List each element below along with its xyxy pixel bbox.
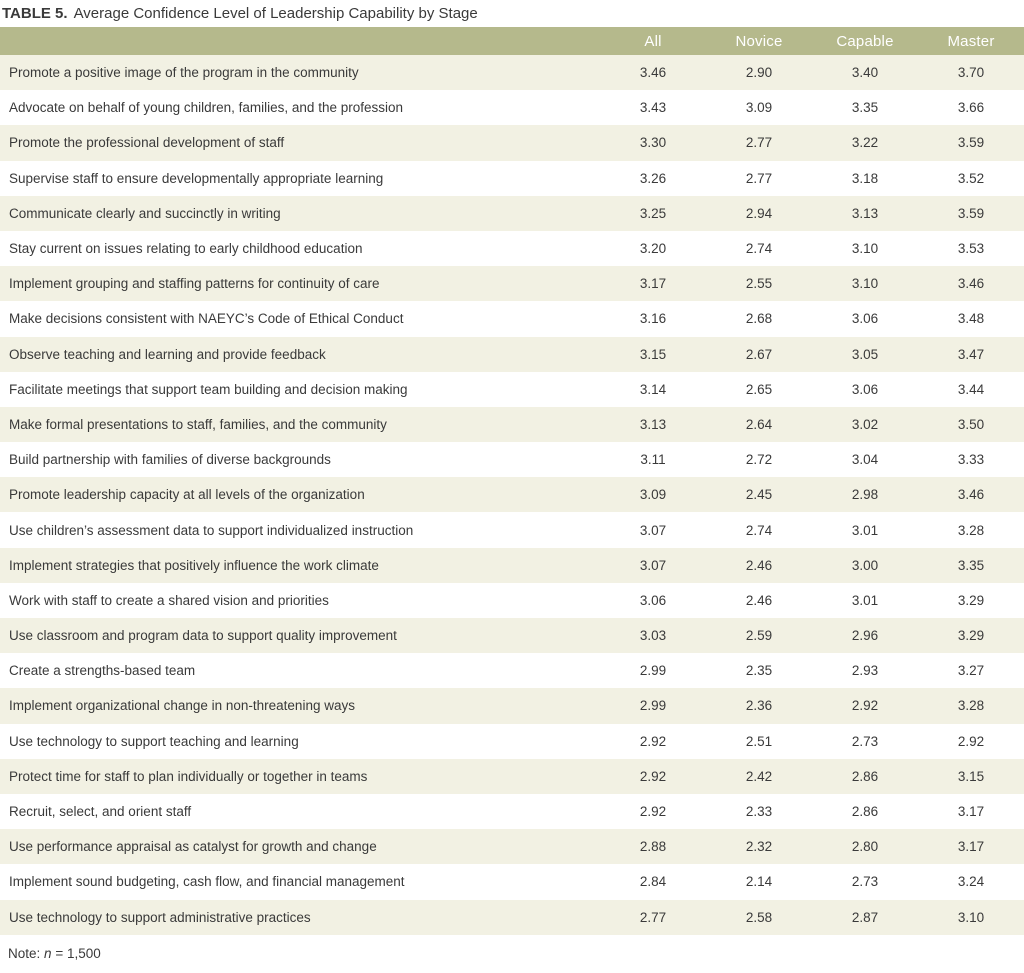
master-value: 3.70: [957, 65, 985, 81]
capability-cell: Implement sound budgeting, cash flow, and financial management: [9, 874, 405, 890]
confidence-table: [0, 27, 1024, 935]
capable-value: 3.01: [851, 522, 879, 538]
header-capable: Capable: [836, 32, 894, 50]
capability-cell: Recruit, select, and orient staff: [9, 804, 192, 820]
all-value: 3.03: [639, 628, 667, 644]
capable-value: 2.96: [851, 628, 879, 644]
table-row: [0, 372, 1024, 407]
capability-cell: Implement organizational change in non-threatening ways: [9, 698, 355, 714]
all-value: 3.20: [639, 241, 667, 257]
master-value: 3.29: [957, 592, 985, 608]
capability-cell: Make decisions consistent with NAEYC’s Code of Ethical Conduct: [9, 311, 404, 327]
table-number: TABLE 5.: [2, 5, 68, 22]
all-value: 3.15: [639, 346, 667, 362]
table-row: [0, 512, 1024, 547]
novice-value: 2.67: [745, 346, 773, 362]
capability-cell: Build partnership with families of diverse backgrounds: [9, 452, 331, 468]
table-row: [0, 301, 1024, 336]
capable-value: 3.10: [851, 276, 879, 292]
table-body: [0, 55, 1024, 935]
table-row: [0, 55, 1024, 90]
master-value: 3.47: [957, 346, 985, 362]
novice-value: 2.58: [745, 909, 773, 925]
capability-cell: Implement strategies that positively influence the work climate: [9, 557, 379, 573]
master-value: 3.66: [957, 100, 985, 116]
capable-value: 2.86: [851, 804, 879, 820]
table-row: [0, 231, 1024, 266]
capability-cell: Communicate clearly and succinctly in writing: [9, 205, 281, 221]
table-row: [0, 161, 1024, 196]
capability-cell: Use classroom and program data to support quality improvement: [9, 628, 397, 644]
master-value: 3.35: [957, 557, 985, 573]
capable-value: 2.80: [851, 839, 879, 855]
master-value: 3.46: [957, 487, 985, 503]
master-value: 3.15: [957, 768, 985, 784]
table-row: [0, 724, 1024, 759]
novice-value: 2.64: [745, 416, 773, 432]
capable-value: 3.22: [851, 135, 879, 151]
master-value: 3.50: [957, 416, 985, 432]
novice-value: 2.46: [745, 557, 773, 573]
novice-value: 2.14: [745, 874, 773, 890]
capability-cell: Use technology to support administrative practices: [9, 909, 311, 925]
master-value: 3.27: [957, 663, 985, 679]
all-value: 3.30: [639, 135, 667, 151]
master-value: 3.29: [957, 628, 985, 644]
all-value: 2.92: [639, 733, 667, 749]
capability-cell: Observe teaching and learning and provide feedback: [9, 346, 326, 362]
all-value: 3.16: [639, 311, 667, 327]
header-row: [0, 27, 1024, 55]
all-value: 3.07: [639, 557, 667, 573]
capability-cell: Use children’s assessment data to support individualized instruction: [9, 522, 414, 538]
table-note: [8, 946, 101, 961]
capability-cell: Implement grouping and staffing patterns for continuity of care: [9, 276, 380, 292]
master-value: 2.92: [957, 733, 985, 749]
capable-value: 3.01: [851, 592, 879, 608]
capable-value: 2.73: [851, 874, 879, 890]
capability-cell: Make formal presentations to staff, families, and the community: [9, 416, 387, 432]
novice-value: 2.35: [745, 663, 773, 679]
capability-cell: Promote leadership capacity at all levels of the organization: [9, 487, 365, 503]
novice-value: 2.55: [745, 276, 773, 292]
table-row: [0, 759, 1024, 794]
novice-value: 2.46: [745, 592, 773, 608]
novice-value: 2.36: [745, 698, 773, 714]
all-value: 3.25: [639, 205, 667, 221]
all-value: 3.13: [639, 416, 667, 432]
novice-value: 2.51: [745, 733, 773, 749]
master-value: 3.44: [957, 381, 985, 397]
table-row: [0, 90, 1024, 125]
table-row: [0, 583, 1024, 618]
master-value: 3.53: [957, 241, 985, 257]
table-row: [0, 900, 1024, 935]
all-value: 3.07: [639, 522, 667, 538]
all-value: 2.84: [639, 874, 667, 890]
novice-value: 2.74: [745, 241, 773, 257]
capable-value: 3.05: [851, 346, 879, 362]
novice-value: 2.72: [745, 452, 773, 468]
table-row: [0, 125, 1024, 160]
capable-value: 3.06: [851, 381, 879, 397]
all-value: 2.92: [639, 768, 667, 784]
capable-value: 3.10: [851, 241, 879, 257]
novice-value: 2.77: [745, 135, 773, 151]
all-value: 2.99: [639, 698, 667, 714]
novice-value: 2.90: [745, 65, 773, 81]
all-value: 2.99: [639, 663, 667, 679]
table-row: [0, 442, 1024, 477]
capable-value: 3.35: [851, 100, 879, 116]
capability-cell: Promote a positive image of the program in the community: [9, 65, 359, 81]
capable-value: 3.00: [851, 557, 879, 573]
capability-cell: Create a strengths-based team: [9, 663, 196, 679]
all-value: 3.11: [640, 452, 666, 468]
master-value: 3.59: [957, 135, 985, 151]
all-value: 2.88: [639, 839, 667, 855]
table-row: [0, 548, 1024, 583]
master-value: 3.52: [957, 170, 985, 186]
all-value: 2.92: [639, 804, 667, 820]
capable-value: 3.06: [851, 311, 879, 327]
capability-cell: Use performance appraisal as catalyst for growth and change: [9, 839, 377, 855]
capability-cell: Work with staff to create a shared vision and priorities: [9, 592, 329, 608]
capability-cell: Advocate on behalf of young children, families, and the profession: [9, 100, 403, 116]
table-row: [0, 653, 1024, 688]
novice-value: 2.59: [745, 628, 773, 644]
note-n: n: [44, 946, 52, 961]
capable-value: 3.02: [851, 416, 879, 432]
master-value: 3.28: [957, 698, 985, 714]
master-value: 3.46: [957, 276, 985, 292]
table-row: [0, 337, 1024, 372]
capable-value: 3.13: [851, 205, 879, 221]
table-row: [0, 266, 1024, 301]
table-title: [2, 4, 478, 24]
capable-value: 3.18: [851, 170, 879, 186]
all-value: 2.77: [639, 909, 667, 925]
novice-value: 2.77: [745, 170, 773, 186]
all-value: 3.46: [639, 65, 667, 81]
capable-value: 2.92: [851, 698, 879, 714]
table-row: [0, 407, 1024, 442]
capability-cell: Stay current on issues relating to early childhood education: [9, 241, 363, 257]
master-value: 3.28: [957, 522, 985, 538]
all-value: 3.43: [639, 100, 667, 116]
capability-cell: Facilitate meetings that support team building and decision making: [9, 381, 408, 397]
all-value: 3.09: [639, 487, 667, 503]
all-value: 3.17: [639, 276, 667, 292]
master-value: 3.17: [957, 839, 985, 855]
capable-value: 2.86: [851, 768, 879, 784]
capability-cell: Promote the professional development of staff: [9, 135, 285, 151]
capable-value: 2.98: [851, 487, 879, 503]
header-all: All: [644, 32, 662, 50]
capable-value: 3.40: [851, 65, 879, 81]
capable-value: 2.73: [851, 733, 879, 749]
table-row: [0, 864, 1024, 899]
table-row: [0, 618, 1024, 653]
novice-value: 2.74: [745, 522, 773, 538]
capable-value: 2.87: [851, 909, 879, 925]
capability-cell: Use technology to support teaching and learning: [9, 733, 299, 749]
novice-value: 2.45: [745, 487, 773, 503]
table-caption: Average Confidence Level of Leadership Capability by Stage: [73, 5, 478, 22]
capability-cell: Supervise staff to ensure developmentally appropriate learning: [9, 170, 384, 186]
note-label: Note:: [8, 946, 41, 961]
capable-value: 2.93: [851, 663, 879, 679]
novice-value: 2.65: [745, 381, 773, 397]
table-row: [0, 196, 1024, 231]
all-value: 3.26: [639, 170, 667, 186]
header-master: Master: [947, 32, 995, 50]
master-value: 3.17: [957, 804, 985, 820]
master-value: 3.10: [957, 909, 985, 925]
novice-value: 2.94: [745, 205, 773, 221]
all-value: 3.06: [639, 592, 667, 608]
master-value: 3.48: [957, 311, 985, 327]
master-value: 3.33: [957, 452, 985, 468]
novice-value: 2.32: [745, 839, 773, 855]
table-row: [0, 794, 1024, 829]
header-capability: [0, 27, 600, 55]
master-value: 3.59: [957, 205, 985, 221]
capable-value: 3.04: [851, 452, 879, 468]
capability-cell: Protect time for staff to plan individually or together in teams: [9, 768, 368, 784]
note-value: = 1,500: [55, 946, 101, 961]
novice-value: 2.33: [745, 804, 773, 820]
all-value: 3.14: [639, 381, 667, 397]
novice-value: 2.68: [745, 311, 773, 327]
table-row: [0, 688, 1024, 723]
master-value: 3.24: [957, 874, 985, 890]
table-row: [0, 829, 1024, 864]
table-row: [0, 477, 1024, 512]
novice-value: 2.42: [745, 768, 773, 784]
novice-value: 3.09: [745, 100, 773, 116]
header-novice: Novice: [735, 32, 783, 50]
